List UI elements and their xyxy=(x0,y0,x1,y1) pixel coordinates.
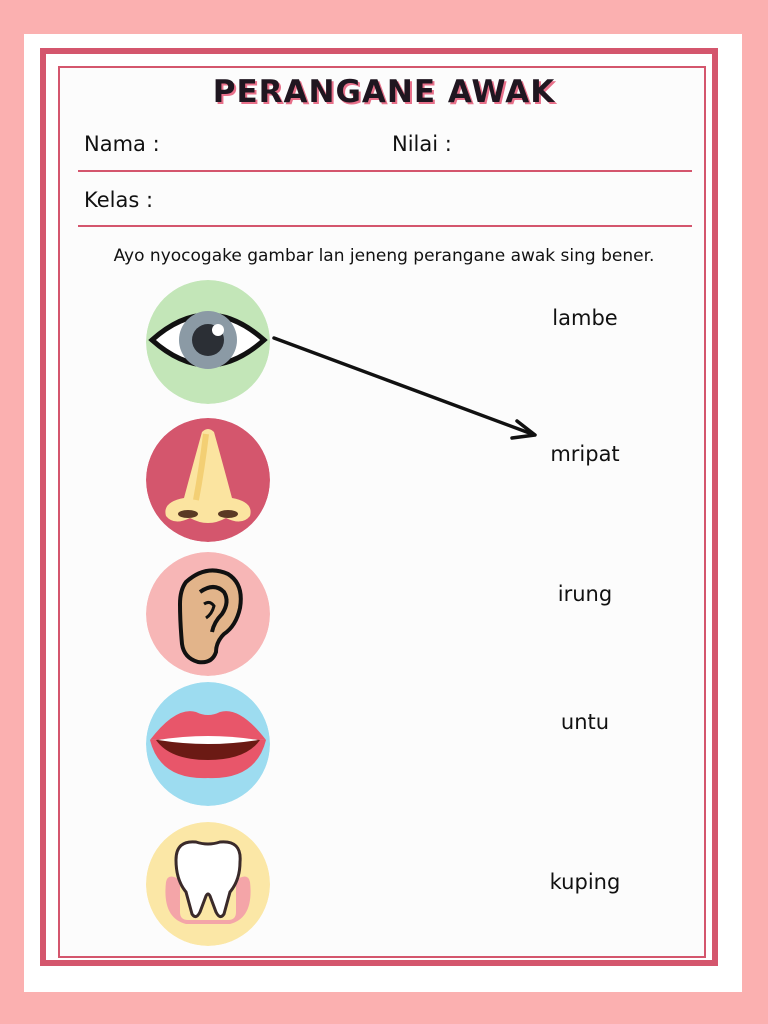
page-title: PERANGANE AWAK xyxy=(212,74,556,110)
word-mripat[interactable]: mripat xyxy=(550,442,620,466)
word-lambe[interactable]: lambe xyxy=(552,306,618,330)
class-label: Kelas : xyxy=(84,188,154,212)
word-untu[interactable]: untu xyxy=(560,710,610,734)
name-label: Nama : xyxy=(84,132,160,156)
instruction-text: Ayo nyocogake gambar lan jeneng perangane awak sing bener. xyxy=(113,246,655,266)
score-label: Nilai : xyxy=(392,132,452,156)
word-irung[interactable]: irung xyxy=(557,582,613,606)
word-kuping[interactable]: kuping xyxy=(549,870,621,894)
